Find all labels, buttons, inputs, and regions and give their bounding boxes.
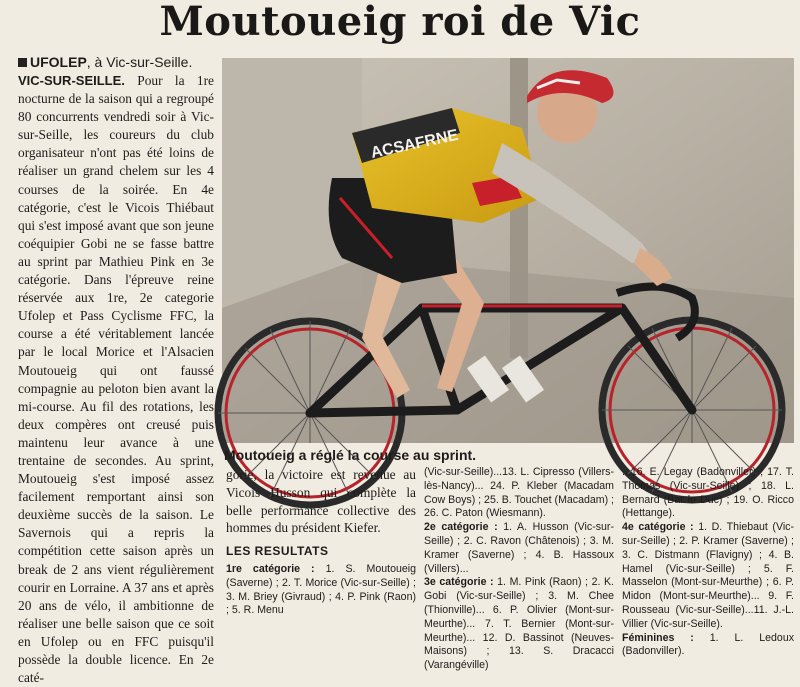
cat2-text: 1. A. Husson (Vic-sur-Seille) ; 2. C. Ravon (Châtenois) ; 3. M. Kramer (Saverne) ; 4. B. Hassoux (Villers)... bbox=[424, 521, 614, 575]
rubric-org: UFOLEP bbox=[30, 54, 87, 70]
fem-text: 1. L. Ledoux (Badonviller). bbox=[622, 631, 795, 658]
results-cat4 bbox=[622, 521, 794, 631]
cyclist-photo bbox=[222, 58, 794, 443]
cat3-continuation: ...16. E. Legay (Badonviller) ; 17. T. Thomas (Vic-sur-Seille) ; 18. L. Bernard (Bar le Duc) ; 19. O. Ricco (Hettange). bbox=[622, 466, 794, 520]
cat1-text: 1. S. Moutoueig (Saverne) ; 2. T. Morice (Vic-sur-Seille) ; 3. M. Briey (Givraud) ; 4. P. Pink (Raon) ; 5. R. Menu bbox=[226, 562, 416, 617]
fem-label: Féminines : bbox=[622, 631, 694, 644]
article-continuation: gorie, la victoire est revenue au Vicois Husson qui complète la belle performance collective des hommes du président Kiefer. bbox=[226, 467, 416, 536]
rubric-square-icon bbox=[18, 58, 27, 67]
article-body: Pour la 1re nocturne de la saison qui a regroupé 80 concurrents vendredi soir à Vic-sur-Seille, les coureurs du club organisateur n'ont pas été loins de réaliser un grand chelem sur les 4 courses de la soirée. En 4e catégorie, c'est le Vicois Thiébaut qui s'est imposé avant que son jeune coéquipier Gobi ne se fasse battre au sprint par Mathieu Pink en 3e catégorie. Dans l'épreuve reine réservée aux 1re, 2e categorie Ufolep et Pass Cyclisme FFC, la course a été véritablement lancée par le local Morice et l'Alsacien Moutoueig qui ont faussé compagnie au peloton bien avant la mi-course. Au fil des rotations, les deux compères ont creusé puis maintenu leur avance à une trentaine de secondes. Au sprint, Moutoueig s'est imposé assez facilement remportant ainsi son deuxième succès de la saison. Le Savernois qui a repris la compétition cette saison après un break de 2 ans vient régulièrement courir en Lorraine. A 37 ans et après 20 ans de vélo, il ambitionne de réaliser une belle saison que ce soit en Ufolep ou en FFC puisqu'il possède la double licence. En 2e caté- bbox=[18, 73, 214, 686]
cat4-text: 1. D. Thiebaut (Vic-sur-Seille) ; 2. P. Kramer (Saverne) ; 3. C. Distmann (Flavigny) ; 4. B. Hamel (Vic-sur-Seille) ; 5. F. Masselon (Mont-sur-Meurthe) ; 6. P. Midon (Mont-sur-Meurthe)... 9. F. Rousseau (Vic-sur-Seille)...11. J.-L. Villier (Vic-sur-Seille). bbox=[622, 521, 794, 630]
results-cat3 bbox=[424, 576, 614, 673]
results-cat1 bbox=[226, 563, 416, 618]
dateline: VIC-SUR-SEILLE. bbox=[18, 73, 125, 88]
photo-caption: Moutoueig a réglé la course au sprint. bbox=[224, 447, 477, 463]
rubric-place: , à Vic-sur-Seille. bbox=[86, 54, 193, 70]
results-fem bbox=[622, 632, 794, 660]
jersey-text: ACSAFRNE bbox=[369, 126, 460, 162]
article-column-1 bbox=[18, 72, 214, 686]
cat2-label: 2e catégorie : bbox=[424, 521, 498, 534]
cat3-text: 1. M. Pink (Raon) ; 2. K. Gobi (Vic-sur-Seille) ; 3. M. Chee (Thionville)... 6. P. Olivier (Mont-sur-Meurthe)... 7. T. Bernier (Mont-sur-Meurthe)... 12. D. Bassinot (Neuves-Maisons) ; 13. S. Dracacci (Varangéville) bbox=[424, 576, 614, 672]
article-column-2 bbox=[226, 466, 416, 618]
headline: Moutoueig roi de Vic bbox=[159, 0, 641, 45]
results-column-3 bbox=[424, 466, 614, 673]
results-cat2 bbox=[424, 521, 614, 576]
results-heading: LES RESULTATS bbox=[226, 544, 329, 559]
cat4-label: 4e catégorie : bbox=[622, 521, 694, 534]
rubric bbox=[18, 54, 192, 70]
results-column-4 bbox=[622, 466, 794, 659]
cat1-continuation: (Vic-sur-Seille)...13. L. Cipresso (Villers-lès-Nancy)... 24. P. Kleber (Macadam Cow Boys) ; 25. B. Touchet (Macadam) ; 26. C. Paton (Wiesmann). bbox=[424, 466, 614, 520]
cat1-label: 1re catégorie : bbox=[226, 562, 315, 575]
cat3-label: 3e catégorie : bbox=[424, 576, 494, 589]
